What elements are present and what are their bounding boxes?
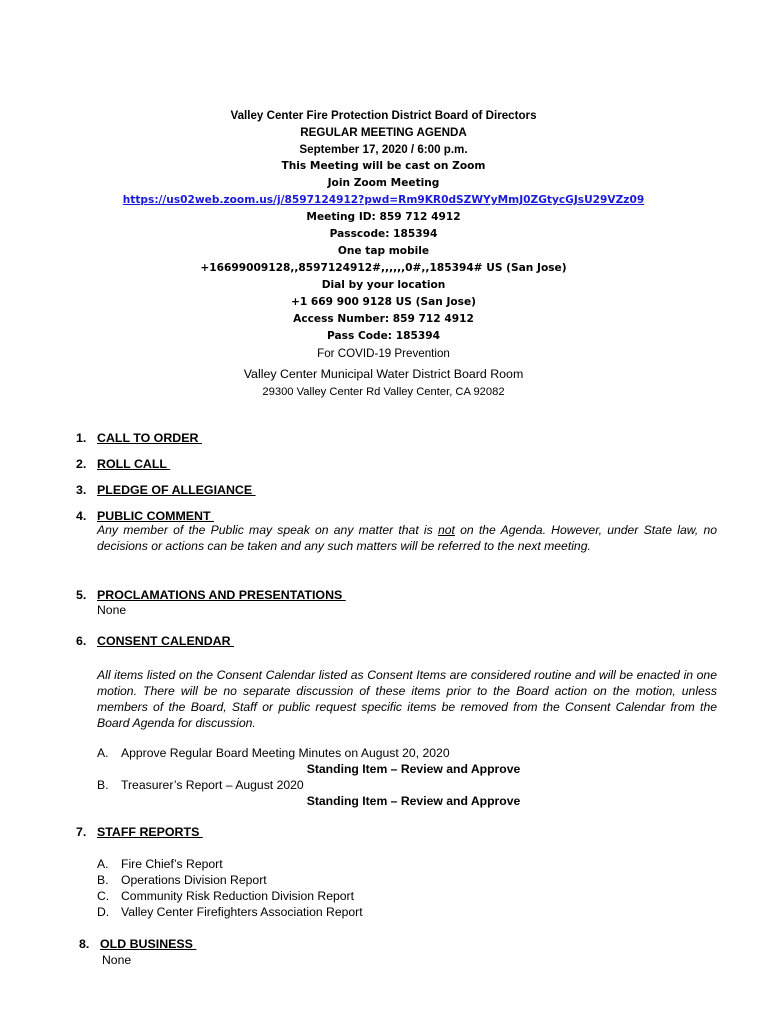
section-number: 5.: [76, 588, 87, 602]
section-title: PROCLAMATIONS AND PRESENTATIONS: [97, 588, 346, 602]
agenda-header: [0, 107, 767, 362]
one-tap-number: +16699009128,,8597124912#,,,,,,0#,,185394# US (San Jose): [200, 262, 567, 274]
consent-item: B. Treasurer’s Report – August 2020: [97, 778, 304, 792]
emphasis-not: not: [437, 523, 455, 537]
dial-number: +1 669 900 9128 US (San Jose): [290, 296, 477, 308]
covid-note: For COVID-19 Prevention: [317, 347, 450, 360]
consent-item: A. Approve Regular Board Meeting Minutes on August 20, 2020: [97, 746, 450, 760]
staff-report-item: A. Fire Chief’s Report: [97, 857, 223, 871]
section-title: OLD BUSINESS: [100, 937, 197, 951]
old-business-body: None: [102, 953, 132, 967]
zoom-meeting-link[interactable]: https://us02web.zoom.us/j/8597124912?pwd=Rm9KR0dSZWYyMmJ0ZGtycGJsU29VZz09: [122, 194, 645, 206]
access-number: Access Number: 859 712 4912: [293, 313, 474, 325]
section-number: 7.: [76, 825, 87, 839]
consent-calendar-text: All items listed on the Consent Calendar listed as Consent Items are considered routine and will be enacted in one motion. There will be no separate discussion of these items prior to the Board action on the motion, unless members of the Board, Staff or public request specific items be removed from the Consent Calendar from the Board Agenda for discussion.: [97, 668, 717, 730]
section-title: STAFF REPORTS: [97, 825, 203, 839]
section-title: PLEDGE OF ALLEGIANCE: [97, 483, 256, 497]
dial-by-location-label: Dial by your location: [321, 279, 446, 291]
section-title: CONSENT CALENDAR: [97, 634, 234, 648]
section-number: 4.: [76, 509, 87, 523]
pass-code: Pass Code: 185394: [327, 330, 440, 342]
passcode: Passcode: 185394: [329, 228, 438, 240]
zoom-cast-note: This Meeting will be cast on Zoom: [281, 160, 486, 172]
staff-report-item: C. Community Risk Reduction Division Report: [97, 889, 354, 903]
agenda-title: REGULAR MEETING AGENDA: [300, 126, 467, 139]
join-zoom-label: Join Zoom Meeting: [327, 177, 440, 189]
section-number: 1.: [76, 431, 87, 445]
staff-report-item: D. Valley Center Firefighters Association Report: [97, 905, 363, 919]
consent-item-status: Standing Item – Review and Approve: [306, 794, 521, 808]
one-tap-label: One tap mobile: [337, 245, 430, 257]
section-number: 6.: [76, 634, 87, 648]
location-address: 29300 Valley Center Rd Valley Center, CA 92082: [262, 386, 505, 398]
proclamations-body: None: [97, 603, 127, 617]
section-number: 8.: [79, 937, 90, 951]
staff-report-item: B. Operations Division Report: [97, 873, 267, 887]
section-title: CALL TO ORDER: [97, 431, 202, 445]
consent-item-status: Standing Item – Review and Approve: [306, 762, 521, 776]
district-title: Valley Center Fire Protection District Board of Directors: [230, 109, 537, 122]
meeting-id: Meeting ID: 859 712 4912: [306, 211, 461, 223]
public-comment-text: Any member of the Public may speak on any matter that is not on the Agenda. However, under State law, no decisions or actions can be taken and any such matters will be referred to the next meeting.: [97, 523, 717, 553]
section-number: 3.: [76, 483, 87, 497]
location-name: Valley Center Municipal Water District Board Room: [243, 367, 524, 381]
section-title: ROLL CALL: [97, 457, 171, 471]
section-number: 2.: [76, 457, 87, 471]
section-title: PUBLIC COMMENT: [97, 509, 215, 523]
meeting-date: September 17, 2020 / 6:00 p.m.: [299, 143, 468, 156]
